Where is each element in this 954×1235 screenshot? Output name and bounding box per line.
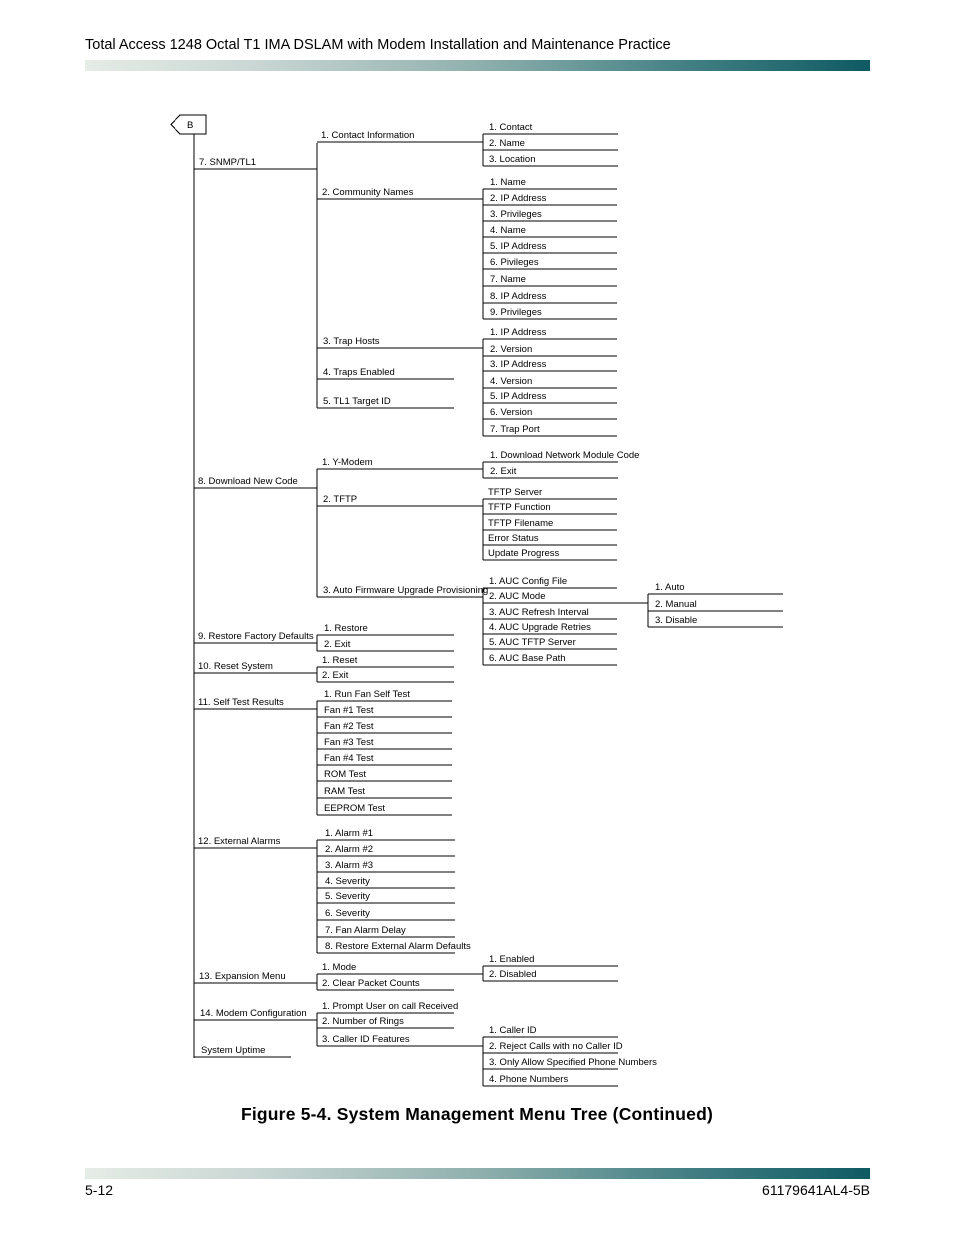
leaf-item: TFTP Function xyxy=(488,502,551,513)
submenu-item: 2. Number of Rings xyxy=(322,1016,404,1027)
submenu-item: Fan #2 Test xyxy=(324,721,374,732)
leaf-item: 2. Disabled xyxy=(489,969,537,980)
leaf-item: 5. IP Address xyxy=(490,241,547,252)
submenu-item: RAM Test xyxy=(324,786,366,797)
submenu-item: ROM Test xyxy=(324,769,367,780)
leaf-item: Error Status xyxy=(488,533,539,544)
leaf-item: 4. Name xyxy=(490,225,526,236)
submenu-item: 1. Restore xyxy=(324,623,368,634)
submenu-item: 3. Caller ID Features xyxy=(322,1034,410,1045)
leaf-item: 1. IP Address xyxy=(490,327,547,338)
leaf-item: 5. IP Address xyxy=(490,391,547,402)
main-menu-item: 13. Expansion Menu xyxy=(199,971,286,982)
submenu-item: 2. Exit xyxy=(322,670,349,681)
leaf-item: 1. Name xyxy=(490,177,526,188)
header-title: Total Access 1248 Octal T1 IMA DSLAM with Modem Installation and Maintenance Practice xyxy=(85,37,671,53)
submenu-item: 3. Auto Firmware Upgrade Provisioning xyxy=(323,585,489,596)
submenu-item: 8. Restore External Alarm Defaults xyxy=(325,941,471,952)
leaf-item: 7. Name xyxy=(490,274,526,285)
leaf-item: 2. Exit xyxy=(490,466,517,477)
submenu-item: Fan #1 Test xyxy=(324,705,374,716)
submenu-item: 1. Mode xyxy=(322,962,357,973)
leaf-item: 9. Privileges xyxy=(490,307,542,318)
main-menu-item: 12. External Alarms xyxy=(198,836,281,847)
submenu-item: 2. Exit xyxy=(324,639,351,650)
leaf-item: 4. AUC Upgrade Retries xyxy=(489,622,591,633)
submenu-item: 1. Contact Information xyxy=(321,130,415,141)
leaf-item: 6. Version xyxy=(490,407,533,418)
leaf-item: 2. Reject Calls with no Caller ID xyxy=(489,1041,623,1052)
leaf-item: 1. AUC Config File xyxy=(489,576,568,587)
main-menu-item: 7. SNMP/TL1 xyxy=(199,157,257,168)
submenu-item: 1. Prompt User on call Received xyxy=(322,1001,459,1012)
main-menu-item: 8. Download New Code xyxy=(198,476,298,487)
figure-caption: Figure 5-4. System Management Menu Tree (Continued) xyxy=(240,1104,714,1124)
submenu-item: 4. Traps Enabled xyxy=(323,367,395,378)
leaf-item: 8. IP Address xyxy=(490,291,547,302)
submenu-item: 3. Trap Hosts xyxy=(323,336,380,347)
submenu-item: 3. Alarm #3 xyxy=(325,860,374,871)
option-item: 1. Auto xyxy=(655,582,685,593)
submenu-item: Fan #3 Test xyxy=(324,737,374,748)
submenu-item: 2. Community Names xyxy=(322,187,414,198)
submenu-item: EEPROM Test xyxy=(324,803,386,814)
leaf-item: 2. AUC Mode xyxy=(489,591,546,602)
submenu-item: 1. Y-Modem xyxy=(322,457,373,468)
leaf-item: 4. Version xyxy=(490,376,533,387)
leaf-item: Update Progress xyxy=(488,548,560,559)
leaf-item: 6. Pivileges xyxy=(490,257,539,268)
submenu-item: 1. Alarm #1 xyxy=(325,828,374,839)
main-menu-item: 14. Modem Configuration xyxy=(200,1008,307,1019)
leaf-item: 1. Caller ID xyxy=(489,1025,537,1036)
submenu-item: 1. Run Fan Self Test xyxy=(324,689,410,700)
option-item: 2. Manual xyxy=(655,599,697,610)
main-menu-item: 11. Self Test Results xyxy=(198,697,284,708)
leaf-item: 2. IP Address xyxy=(490,193,547,204)
main-menu-item: System Uptime xyxy=(201,1045,266,1056)
leaf-item: 3. Location xyxy=(489,154,536,165)
leaf-item: 3. IP Address xyxy=(490,359,547,370)
connector-label: B xyxy=(187,120,194,131)
leaf-item: 1. Enabled xyxy=(489,954,535,965)
submenu-item: 5. Severity xyxy=(325,891,370,902)
leaf-item: 3. Only Allow Specified Phone Numbers xyxy=(489,1057,657,1068)
option-item: 3. Disable xyxy=(655,615,698,626)
document-number: 61179641AL4-5B xyxy=(762,1182,870,1198)
submenu-item: 2. Clear Packet Counts xyxy=(322,978,420,989)
main-menu-item: 10. Reset System xyxy=(198,661,273,672)
submenu-item: 2. Alarm #2 xyxy=(325,844,374,855)
leaf-item: TFTP Filename xyxy=(488,518,554,529)
leaf-item: 2. Version xyxy=(490,344,533,355)
submenu-item: 5. TL1 Target ID xyxy=(323,396,391,407)
leaf-item: 6. AUC Base Path xyxy=(489,653,566,664)
leaf-item: 3. AUC Refresh Interval xyxy=(489,607,589,618)
submenu-item: 1. Reset xyxy=(322,655,358,666)
leaf-item: 7. Trap Port xyxy=(490,424,540,435)
submenu-item: 6. Severity xyxy=(325,908,370,919)
submenu-item: Fan #4 Test xyxy=(324,753,374,764)
page-number: 5-12 xyxy=(85,1182,114,1198)
main-menu-item: 9. Restore Factory Defaults xyxy=(198,631,314,642)
leaf-item: 2. Name xyxy=(489,138,525,149)
submenu-item: 2. TFTP xyxy=(323,494,358,505)
submenu-item: 4. Severity xyxy=(325,876,370,887)
leaf-item: 1. Contact xyxy=(489,122,533,133)
leaf-item: TFTP Server xyxy=(488,487,543,498)
leaf-item: 1. Download Network Module Code xyxy=(490,450,640,461)
footer-band xyxy=(85,1168,870,1179)
leaf-item: 3. Privileges xyxy=(490,209,542,220)
submenu-item: 7. Fan Alarm Delay xyxy=(325,925,406,936)
leaf-item: 5. AUC TFTP Server xyxy=(489,637,576,648)
leaf-item: 4. Phone Numbers xyxy=(489,1074,569,1085)
